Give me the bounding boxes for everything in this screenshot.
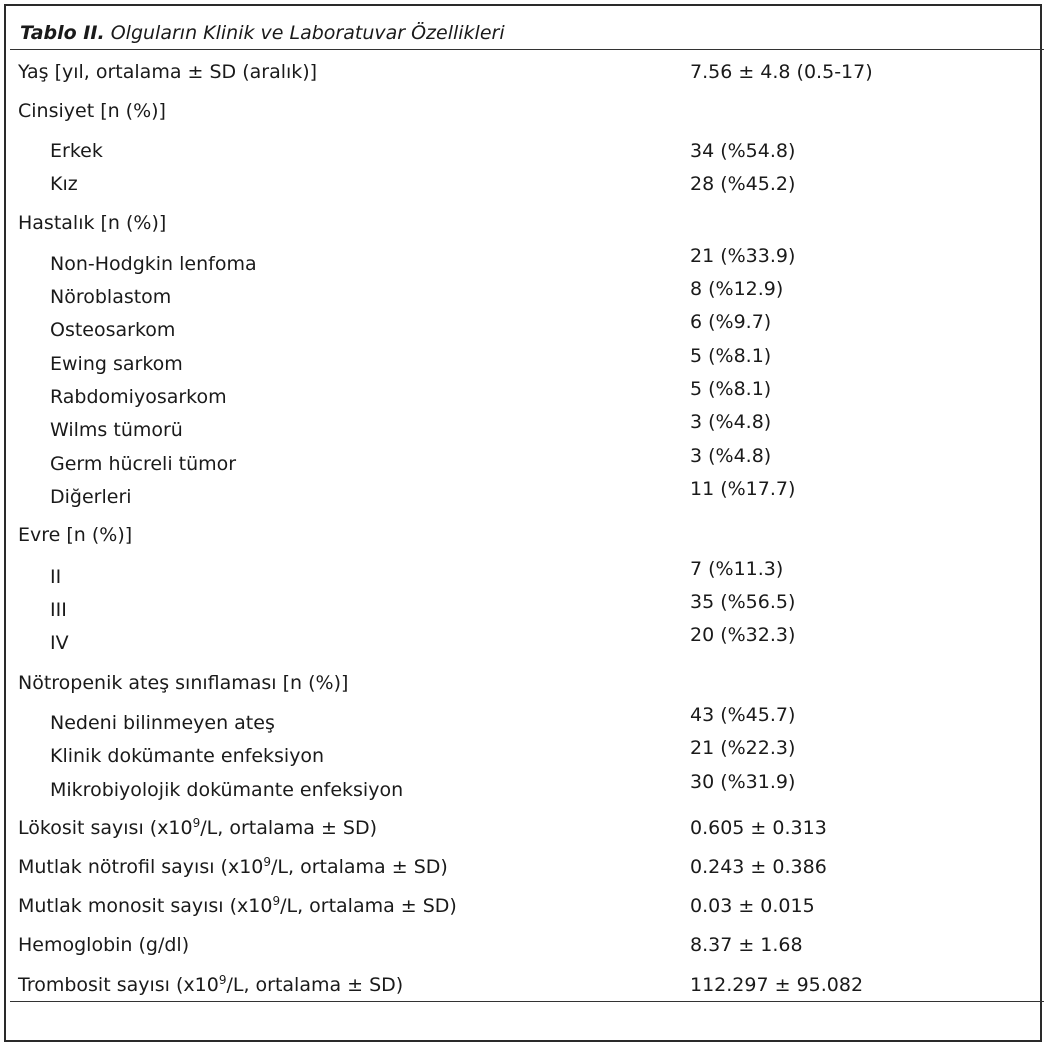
row-wbc-value: 0.605 ± 0.313 bbox=[690, 817, 827, 839]
row-amc-sup: 9 bbox=[272, 894, 281, 908]
row-stage3-value: 35 (%56.5) bbox=[690, 591, 796, 613]
row-male-value: 34 (%54.8) bbox=[690, 140, 796, 162]
row-fuo-value: 43 (%45.7) bbox=[690, 704, 796, 726]
section-fn-label: Nötropenik ateş sınıflaması [n (%)] bbox=[18, 672, 349, 694]
row-osteosarcoma-label: Osteosarkom bbox=[50, 319, 176, 341]
row-female-value: 28 (%45.2) bbox=[690, 173, 796, 195]
row-anc-value: 0.243 ± 0.386 bbox=[690, 856, 827, 878]
row-plt-label-b: /L, ortalama ± SD) bbox=[226, 974, 404, 996]
row-amc-label-a: Mutlak monosit sayısı (x10 bbox=[18, 895, 273, 917]
row-plt-label-a: Trombosit sayısı (x10 bbox=[18, 974, 219, 996]
row-hgb-value: 8.37 ± 1.68 bbox=[690, 934, 803, 956]
row-amc-label bbox=[18, 894, 457, 918]
row-wbc-label-b: /L, ortalama ± SD) bbox=[200, 817, 378, 839]
row-ewing-value: 5 (%8.1) bbox=[690, 345, 772, 367]
row-stage4-label: IV bbox=[50, 632, 69, 654]
row-rhabdo-value: 5 (%8.1) bbox=[690, 378, 772, 400]
caption-prefix: Tablo II. bbox=[20, 22, 105, 44]
section-disease-label: Hastalık [n (%)] bbox=[18, 212, 167, 234]
row-age-label: Yaş [yıl, ortalama ± SD (aralık)] bbox=[18, 61, 318, 83]
row-fuo-label: Nedeni bilinmeyen ateş bbox=[50, 712, 275, 734]
row-amc-value: 0.03 ± 0.015 bbox=[690, 895, 815, 917]
row-anc-sup: 9 bbox=[263, 855, 272, 869]
row-nhl-value: 21 (%33.9) bbox=[690, 245, 796, 267]
row-micro-label: Mikrobiyolojik dokümante enfeksiyon bbox=[50, 779, 404, 801]
row-osteosarcoma-value: 6 (%9.7) bbox=[690, 311, 772, 333]
caption-text: Olguların Klinik ve Laboratuvar Özellikleri bbox=[110, 22, 505, 44]
row-wbc-label bbox=[18, 816, 377, 840]
row-stage3-label: III bbox=[50, 599, 67, 621]
row-male-label: Erkek bbox=[50, 140, 103, 162]
row-stage2-value: 7 (%11.3) bbox=[690, 558, 784, 580]
table-top-rule bbox=[10, 49, 1044, 50]
row-neuroblastoma-value: 8 (%12.9) bbox=[690, 278, 784, 300]
row-micro-value: 30 (%31.9) bbox=[690, 771, 796, 793]
section-sex-label: Cinsiyet [n (%)] bbox=[18, 100, 166, 122]
row-clinical-value: 21 (%22.3) bbox=[690, 737, 796, 759]
row-amc-label-b: /L, ortalama ± SD) bbox=[280, 895, 457, 917]
row-plt-value: 112.297 ± 95.082 bbox=[690, 974, 864, 996]
row-nhl-label: Non-Hodgkin lenfoma bbox=[50, 253, 257, 275]
row-plt-label bbox=[18, 973, 403, 997]
table-caption bbox=[20, 22, 505, 44]
row-plt-sup: 9 bbox=[218, 973, 227, 987]
row-anc-label-b: /L, ortalama ± SD) bbox=[271, 856, 448, 878]
row-stage2-label: II bbox=[50, 566, 62, 588]
table-frame bbox=[4, 4, 1042, 1042]
row-wbc-sup: 9 bbox=[192, 816, 201, 830]
row-wilms-label: Wilms tümorü bbox=[50, 419, 183, 441]
row-age-value: 7.56 ± 4.8 (0.5-17) bbox=[690, 61, 873, 83]
row-hgb-label: Hemoglobin (g/dl) bbox=[18, 934, 190, 956]
row-others-label: Diğerleri bbox=[50, 486, 132, 508]
row-wbc-label-a: Lökosit sayısı (x10 bbox=[18, 817, 193, 839]
table-bottom-rule bbox=[10, 1001, 1044, 1002]
row-stage4-value: 20 (%32.3) bbox=[690, 624, 796, 646]
section-stage-label: Evre [n (%)] bbox=[18, 524, 133, 546]
row-anc-label-a: Mutlak nötrofil sayısı (x10 bbox=[18, 856, 264, 878]
row-neuroblastoma-label: Nöroblastom bbox=[50, 286, 172, 308]
row-germ-label: Germ hücreli tümor bbox=[50, 453, 237, 475]
row-others-value: 11 (%17.7) bbox=[690, 478, 796, 500]
row-anc-label bbox=[18, 855, 448, 879]
row-clinical-label: Klinik dokümante enfeksiyon bbox=[50, 745, 325, 767]
row-germ-value: 3 (%4.8) bbox=[690, 445, 772, 467]
row-ewing-label: Ewing sarkom bbox=[50, 353, 183, 375]
row-wilms-value: 3 (%4.8) bbox=[690, 411, 772, 433]
row-female-label: Kız bbox=[50, 173, 78, 195]
row-rhabdo-label: Rabdomiyosarkom bbox=[50, 386, 227, 408]
